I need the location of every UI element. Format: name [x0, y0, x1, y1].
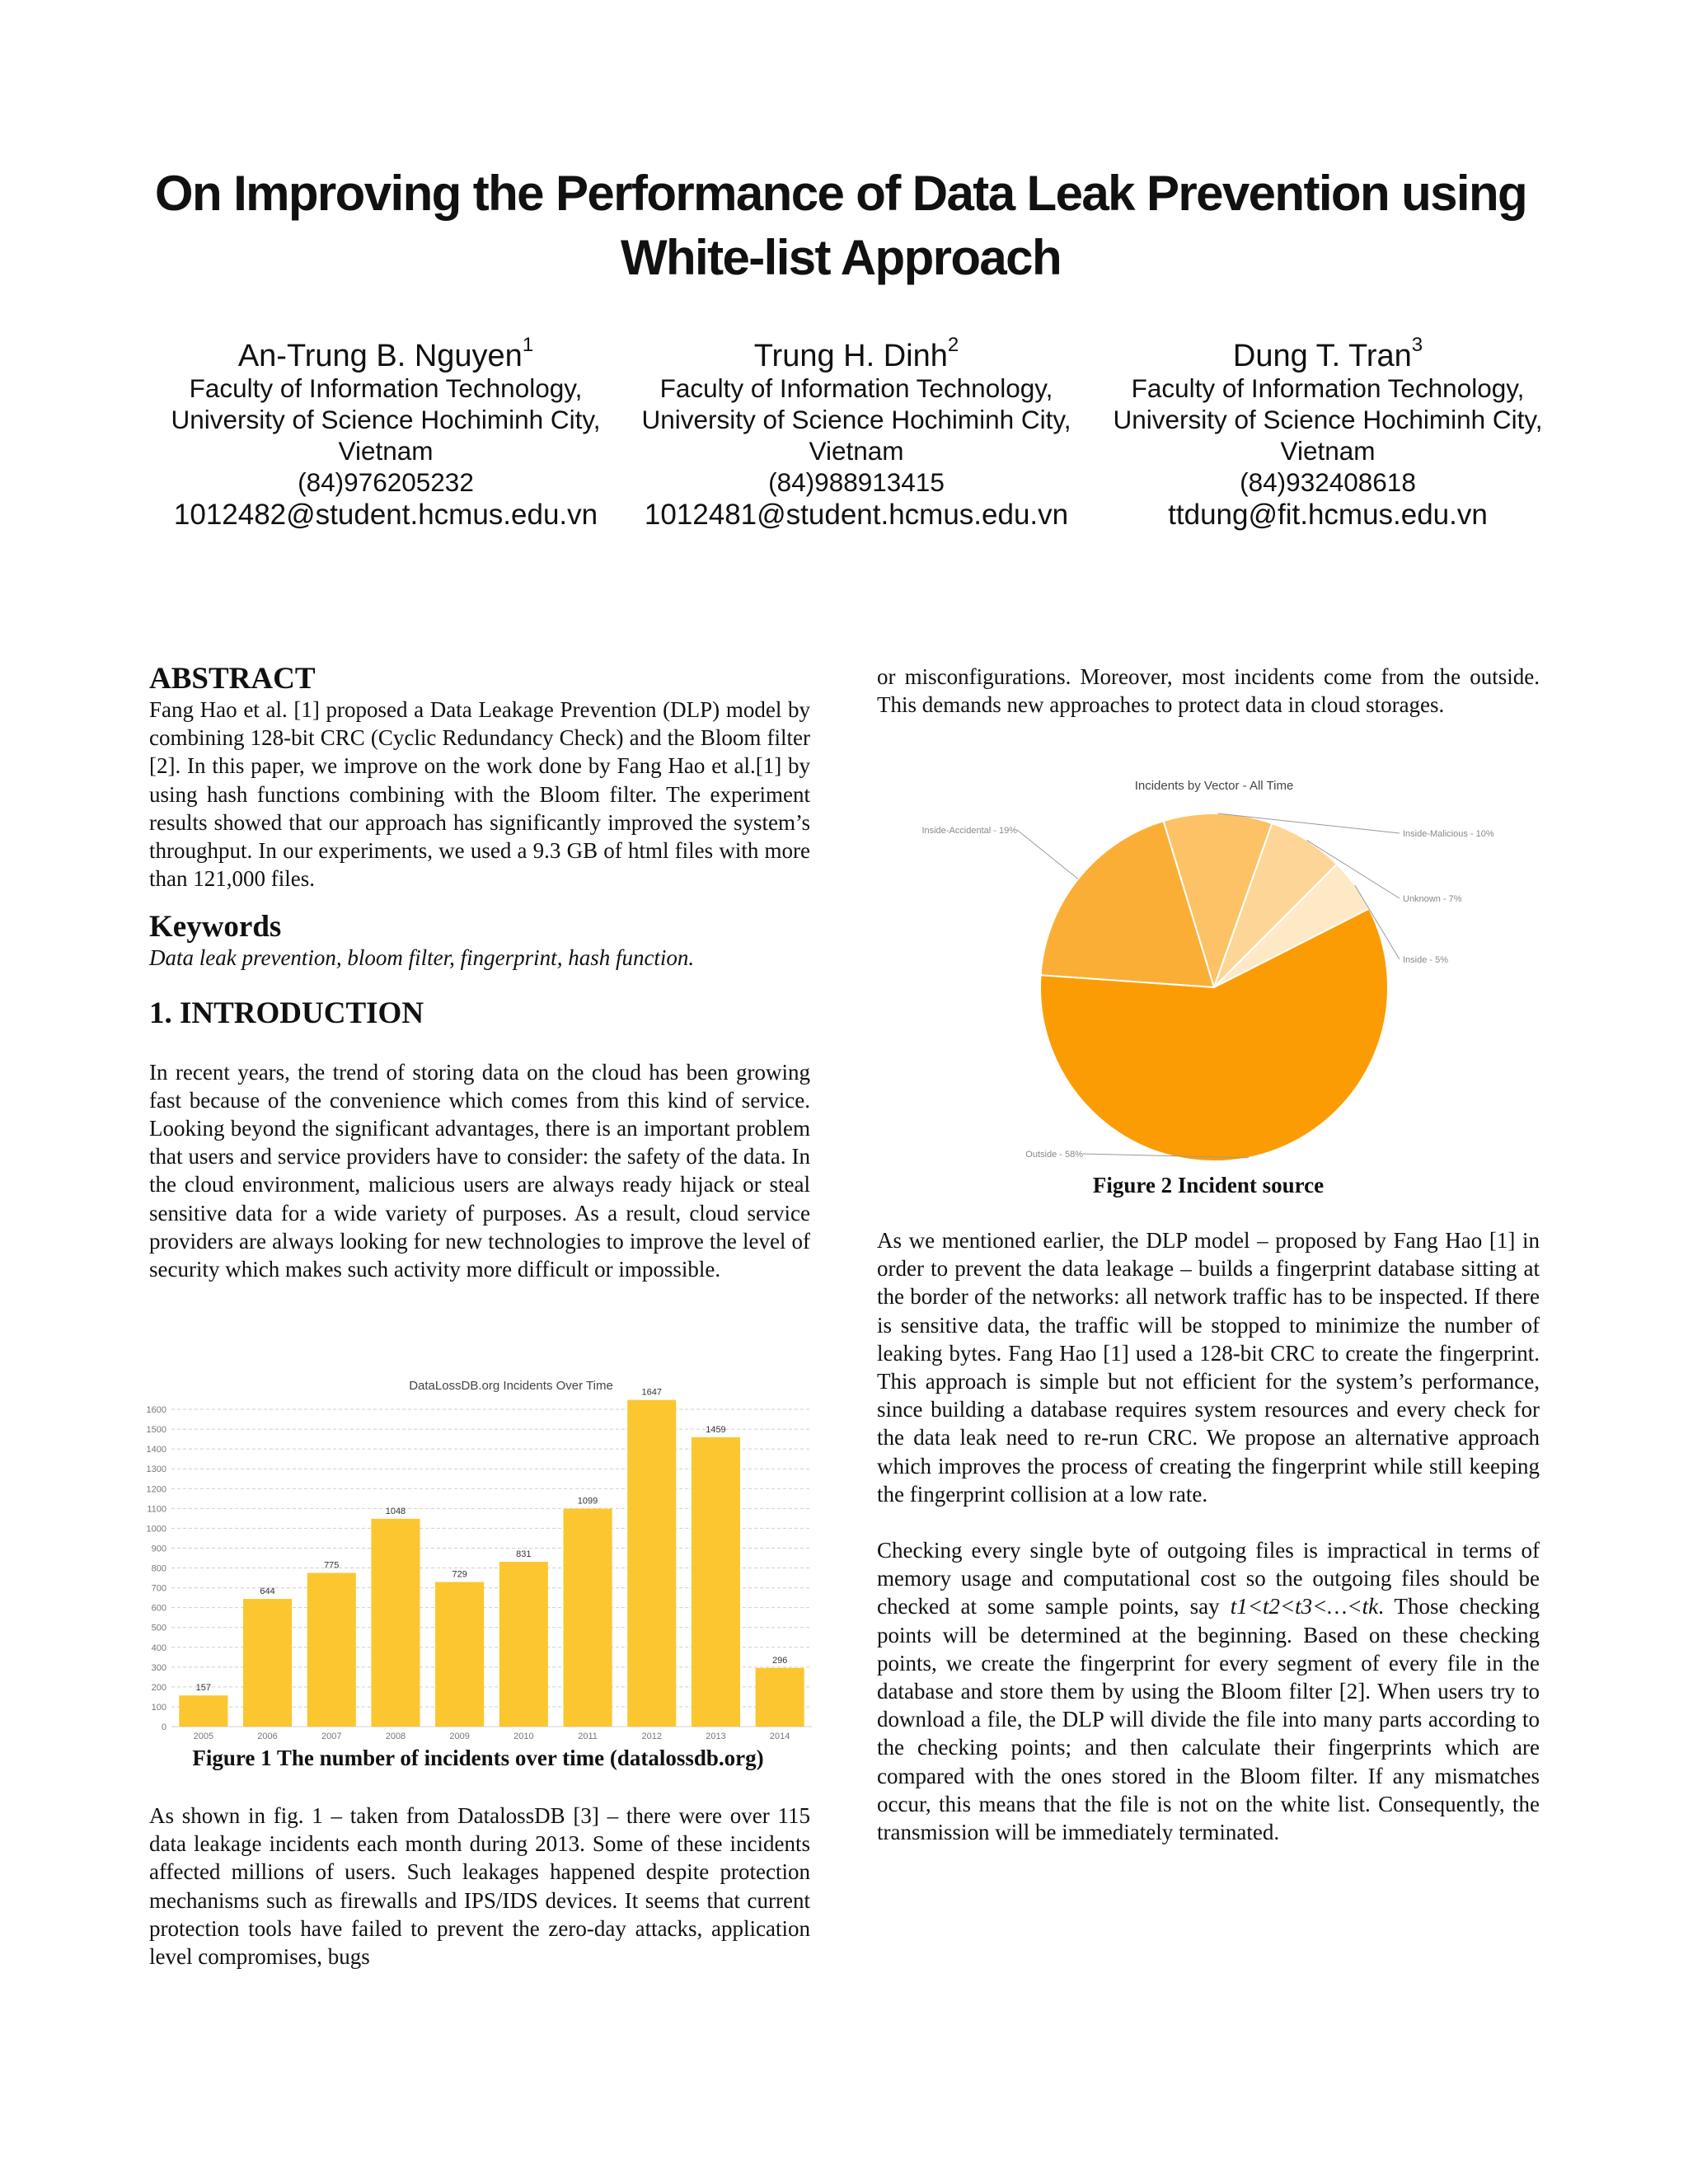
keywords-text: Data leak prevention, bloom filter, fingerprint, hash function. [149, 945, 695, 971]
bar-value-label: 644 [260, 1586, 275, 1597]
author-affiliation: University of Science Hochiminh City, [171, 405, 601, 434]
incidents-over-time-chart [124, 1372, 816, 1743]
author-name: Dung T. Tran [1232, 339, 1412, 373]
author-name: An-Trung B. Nguyen [237, 339, 523, 373]
pie-slice-label: Unknown - 7% [1403, 894, 1462, 904]
intro-paragraph-1: In recent years, the trend of storing data on the cloud has been growing fast because of the convenience which comes from this kind of service. Looking beyond the significant advantages, there is an important problem that users and service providers have to consider: the safety of the data. In the cloud environment, malicious users are always ready hijack or steal sensitive data for a wide variety of purposes. As a result, cloud service providers are always looking for new technologies to improve the level of security which makes such activity more difficult or impossible. [149, 1059, 810, 1282]
author-affiliation: University of Science Hochiminh City, [1113, 405, 1543, 434]
x-tick-label: 2009 [449, 1732, 470, 1741]
author-phone: (84)988913415 [768, 467, 945, 497]
author-email: 1012482@student.hcmus.edu.vn [173, 499, 598, 531]
pie-slice-label: Inside-Malicious - 10% [1403, 829, 1494, 839]
pie-slice-label: Inside-Accidental - 19% [921, 826, 1017, 836]
author-superscript: 2 [947, 334, 959, 356]
author-name: Trung H. Dinh [753, 339, 948, 373]
right-paragraph-2-end: . Those checking points will be determined at the beginning. Based on these checking points, we create the fingerprint for every segment of every file in the database and store them by using the Bloom filter [2]. When users try to download a file, the DLP will divide the file into many parts according to the checking points; and then calculate their fingerprints which are compared with the ones stored in the Bloom filter. If any mismatches occur, this means that the file is not on the white list. Consequently, the transmission will be immediately terminated. [877, 1594, 1540, 1845]
bar [564, 1509, 612, 1727]
bar [692, 1437, 740, 1727]
bar-value-label: 157 [195, 1683, 212, 1694]
pie-slice-label: Inside - 5% [1403, 955, 1449, 965]
y-tick-label: 900 [151, 1544, 166, 1554]
bar-value-label: 296 [771, 1655, 788, 1666]
author-superscript: 3 [1411, 334, 1423, 356]
author-block-3 [1089, 334, 1567, 534]
x-tick-label: 2011 [578, 1732, 598, 1741]
keywords-heading: Keywords [149, 910, 282, 944]
pie-slice-label: Outside - 58% [1025, 1150, 1083, 1160]
right-paragraph-1: As we mentioned earlier, the DLP model – proposed by Fang Hao [1] in order to prevent the data leakage – builds a fingerprint database sitting at the border of the networks: all network traffic has to be inspected. If there is sensitive data, the traffic will be stopped to minimize the number of leaking bytes. Fang Hao [1] used a 128-bit CRC to create the fingerprint. This approach is simple but not efficient for the system’s performance, since building a database requires system resources and every check for the data leak need to re-run CRC. We propose an alternative approach which improves the process of creating the fingerprint while still keeping the fingerprint collision at a low rate. [877, 1228, 1540, 1507]
author-email: 1012481@student.hcmus.edu.vn [644, 499, 1069, 531]
abstract-text: Fang Hao et al. [1] proposed a Data Leakage Prevention (DLP) model by combining 128-bit CRC (Cyclic Redundancy Check) and the Bloom filter [2]. In this paper, we improve on the work done by Fang Hao et al.[1] by using hash functions combining with the Bloom filter. The experiment results showed that our approach has significantly improved the system’s throughput. In our experiments, we used a 9.3 GB of html files with more than 121,000 files. [149, 697, 810, 892]
y-tick-label: 1200 [146, 1484, 166, 1495]
author-affiliation: Faculty of Information Technology, [659, 373, 1053, 403]
author-email: ttdung@fit.hcmus.edu.vn [1168, 499, 1488, 531]
y-tick-label: 600 [151, 1603, 166, 1614]
left-column-top [149, 663, 810, 1283]
y-tick-label: 1300 [146, 1465, 166, 1475]
title-line-1: On Improving the Performance of Data Leak Prevention using [154, 166, 1527, 221]
intro-paragraph-2: As shown in fig. 1 – taken from DatalossDB [3] – there were over 115 data leakage incidents each month during 2013. Some of these incidents affected millions of users. Such leakages happened despite protection mechanisms such as firewalls and IPS/IDS devices. It seems that current protection tools have failed to prevent the zero-day attacks, application level compromises, bugs [149, 1803, 810, 1970]
bar [499, 1562, 548, 1727]
y-tick-label: 800 [151, 1563, 166, 1574]
leader-line [1017, 830, 1078, 879]
chart-title: DataLossDB.org Incidents Over Time [409, 1379, 613, 1393]
figure-2-caption: Figure 2 Incident source [1092, 1173, 1325, 1197]
y-tick-label: 400 [151, 1643, 166, 1653]
author-affiliation: Faculty of Information Technology, [1131, 373, 1525, 403]
author-affiliation: University of Science Hochiminh City, [641, 405, 1071, 434]
x-tick-label: 2005 [193, 1732, 214, 1741]
checking-points-formula: t1<t2<t3<…<tk [1230, 1594, 1379, 1619]
y-tick-label: 1400 [146, 1445, 166, 1455]
y-tick-label: 1100 [147, 1504, 166, 1515]
y-tick-label: 1000 [146, 1524, 166, 1535]
bar [435, 1582, 484, 1727]
bar-value-label: 1048 [385, 1506, 406, 1516]
author-affiliation: Vietnam [809, 436, 904, 466]
x-tick-label: 2013 [706, 1732, 726, 1741]
bar [307, 1573, 356, 1727]
chart-title: Incidents by Vector - All Time [1134, 779, 1294, 793]
author-affiliation: Faculty of Information Technology, [189, 373, 583, 403]
abstract-heading: ABSTRACT [149, 662, 316, 696]
right-column-top [877, 663, 1540, 719]
x-tick-label: 2010 [513, 1732, 534, 1741]
bar-value-label: 729 [452, 1569, 467, 1580]
x-tick-label: 2012 [641, 1732, 662, 1741]
intro-heading: 1. INTRODUCTION [149, 996, 424, 1030]
y-tick-label: 500 [151, 1623, 166, 1633]
bar [179, 1695, 227, 1727]
figure-1-caption: Figure 1 The number of incidents over time (datalossdb.org) [192, 1746, 764, 1770]
y-tick-label: 700 [151, 1583, 166, 1594]
author-affiliation: Vietnam [338, 436, 434, 466]
paper-title [124, 162, 1558, 290]
author-block-1 [147, 334, 625, 534]
x-tick-label: 2008 [385, 1732, 406, 1741]
right-column-bottom [877, 1226, 1540, 1846]
bar-value-label: 1099 [577, 1496, 598, 1507]
y-tick-label: 300 [151, 1662, 166, 1673]
bar [627, 1400, 676, 1727]
bar [243, 1599, 292, 1727]
left-column-bottom [149, 1802, 810, 1971]
y-tick-label: 0 [161, 1722, 166, 1732]
right-paragraph-0: or misconfigurations. Moreover, most incidents come from the outside. This demands new approaches to protect data in cloud storages. [877, 664, 1540, 718]
author-phone: (84)932408618 [1240, 467, 1416, 497]
bar [756, 1668, 804, 1727]
incidents-by-vector-chart [877, 766, 1540, 1162]
bar-value-label: 775 [324, 1560, 340, 1571]
right-paragraph-2-start: Checking every single byte of outgoing files is impractical in terms of memory usage and computational cost so the outgoing files should be checked at some sample points, say [877, 1538, 1540, 1619]
title-line-2: White-list Approach [620, 230, 1062, 285]
bar-value-label: 1459 [706, 1424, 726, 1435]
bar [371, 1519, 420, 1727]
y-tick-label: 1600 [146, 1405, 166, 1415]
author-superscript: 1 [522, 334, 534, 356]
x-tick-label: 2014 [769, 1732, 790, 1741]
y-tick-label: 100 [151, 1702, 166, 1713]
bar-value-label: 831 [516, 1549, 532, 1560]
bar-value-label: 1647 [641, 1387, 662, 1398]
author-affiliation: Vietnam [1280, 436, 1376, 466]
y-tick-label: 1500 [146, 1425, 166, 1436]
author-phone: (84)976205232 [298, 467, 474, 497]
y-tick-label: 200 [151, 1682, 166, 1693]
author-block-2 [617, 334, 1095, 534]
x-tick-label: 2007 [321, 1732, 342, 1741]
x-tick-label: 2006 [257, 1732, 278, 1741]
right-paragraph-2 [877, 1536, 1540, 1846]
